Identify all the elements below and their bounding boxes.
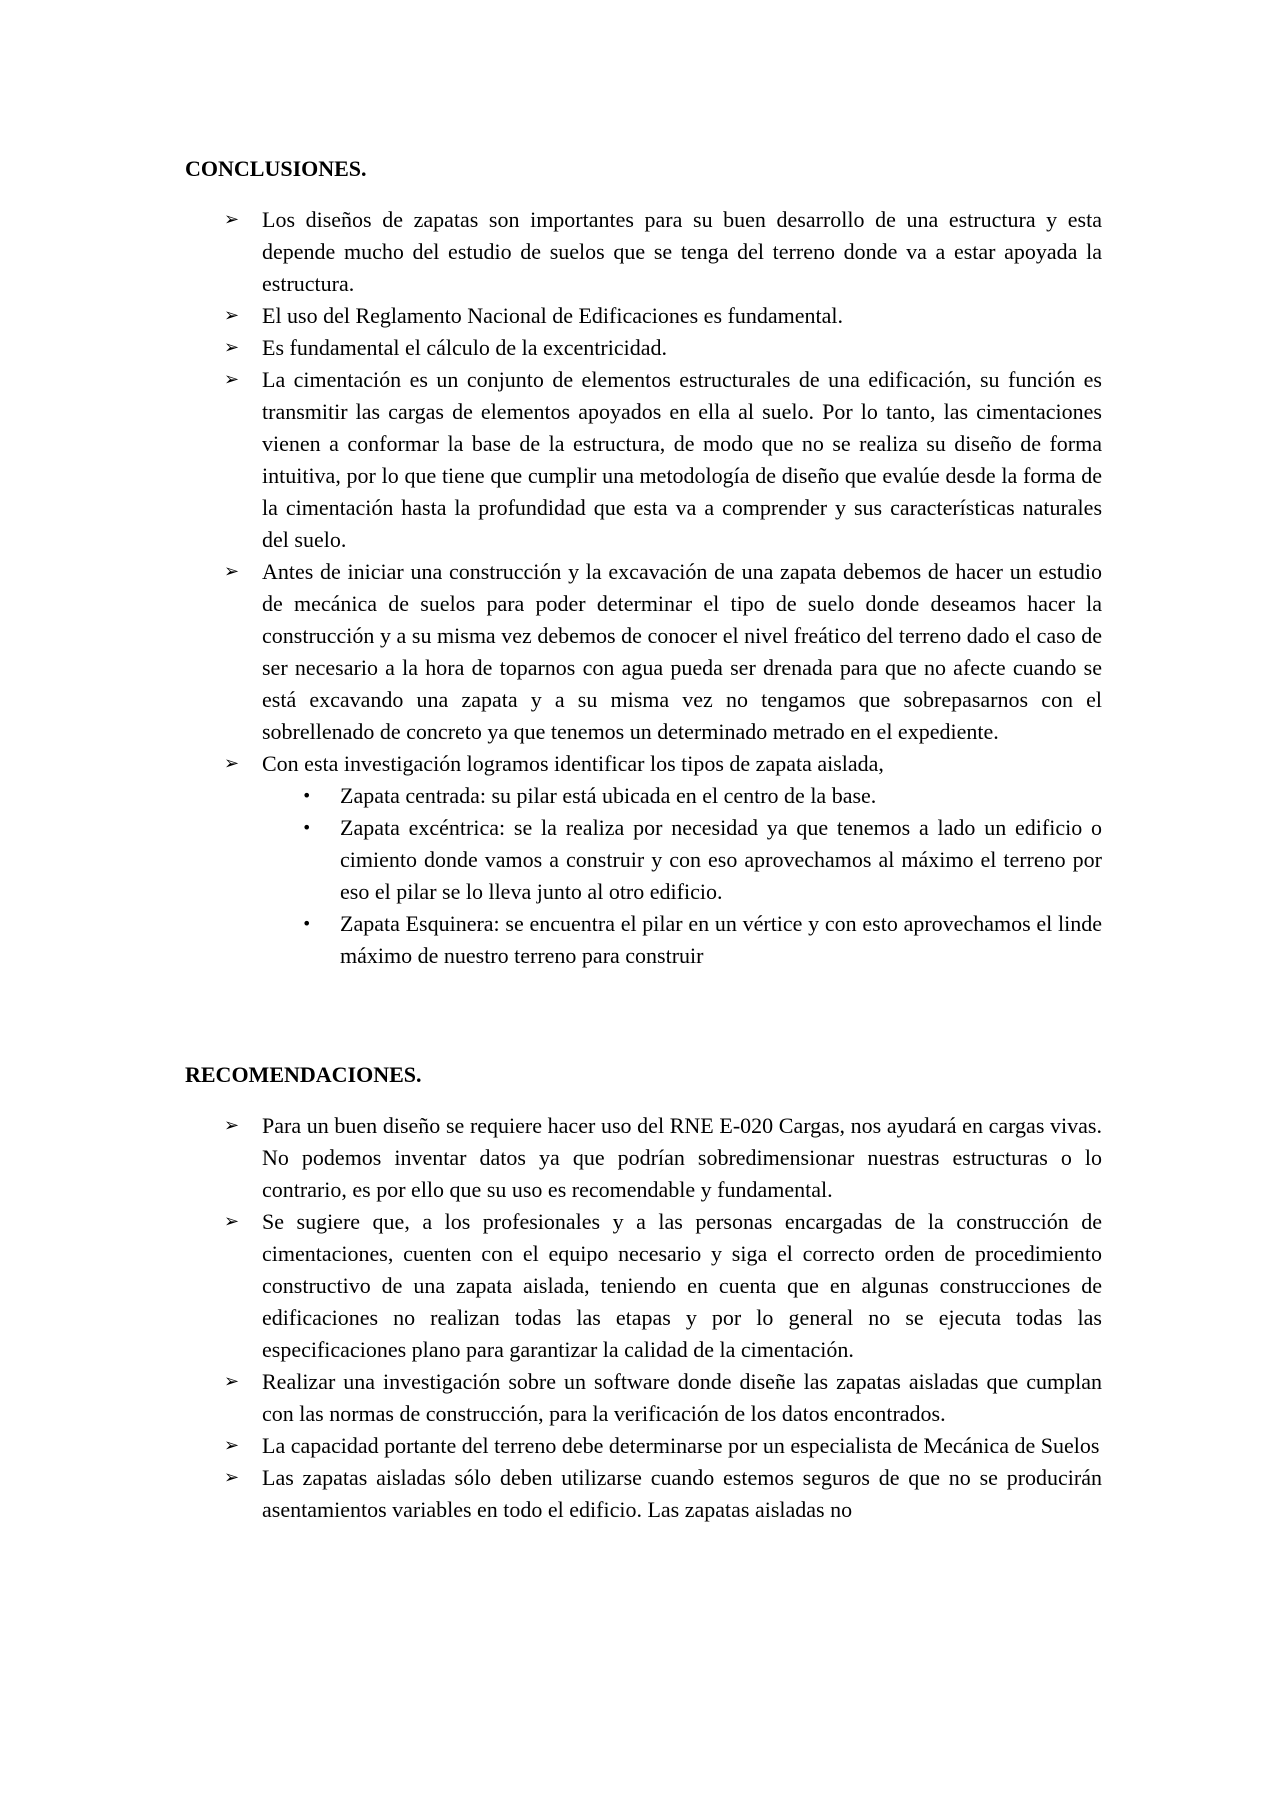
round-bullet-icon: •: [302, 914, 312, 933]
conclusion-item: [224, 332, 1102, 364]
recommendations-heading: RECOMENDACIONES.: [185, 1062, 422, 1087]
round-bullet-icon: •: [302, 786, 312, 805]
conclusions-heading: CONCLUSIONES.: [185, 156, 367, 181]
zapata-type-item: [302, 812, 1102, 908]
arrow-bullet-icon: ➢: [224, 305, 240, 326]
arrow-bullet-icon: ➢: [224, 209, 240, 230]
recommendations-list: [0, 1110, 1280, 1526]
zapata-type-text: Zapata excéntrica: se la realiza por necesidad ya que tenemos a lado un edificio o cimiento donde vamos a construir y con eso aprovechamos al máximo el terreno por eso el pilar se lo lleva junto al otro edificio.: [340, 815, 1102, 904]
conclusion-text: Es fundamental el cálculo de la excentricidad.: [262, 335, 667, 360]
conclusion-text: Antes de iniciar una construcción y la excavación de una zapata debemos de hacer un estudio de mecánica de suelos para poder determinar el tipo de suelo donde deseamos hacer la construcción y a su misma vez debemos de conocer el nivel freático del terreno dado el caso de ser necesario a la hora de toparnos con agua pueda ser drenada para que no afecte cuando se está excavando una zapata y a su misma vez no tengamos que sobrepasarnos con el sobrellenado de concreto ya que tenemos un determinado metrado en el expediente.: [262, 559, 1102, 744]
conclusion-text: Los diseños de zapatas son importantes para su buen desarrollo de una estructura y esta depende mucho del estudio de suelos que se tenga del terreno donde va a estar apoyada la estructura.: [262, 207, 1102, 296]
recommendation-item: [224, 1366, 1102, 1430]
conclusion-item: [224, 556, 1102, 748]
recommendation-item: [224, 1206, 1102, 1366]
round-bullet-icon: •: [302, 818, 312, 837]
recommendation-text: Las zapatas aisladas sólo deben utilizarse cuando estemos seguros de que no se producirán asentamientos variables en todo el edificio. Las zapatas aisladas no: [262, 1465, 1102, 1522]
arrow-bullet-icon: ➢: [224, 369, 240, 390]
arrow-bullet-icon: ➢: [224, 1211, 240, 1232]
arrow-bullet-icon: ➢: [224, 561, 240, 582]
zapata-type-item: [302, 908, 1102, 972]
conclusion-text: El uso del Reglamento Nacional de Edificaciones es fundamental.: [262, 303, 843, 328]
conclusion-item: [224, 204, 1102, 300]
recommendation-text: La capacidad portante del terreno debe determinarse por un especialista de Mecánica de Suelos: [262, 1433, 1100, 1458]
conclusion-item: [224, 300, 1102, 332]
recommendation-text: Realizar una investigación sobre un software donde diseñe las zapatas aisladas que cumplan con las normas de construcción, para la verificación de los datos encontrados.: [262, 1369, 1102, 1426]
arrow-bullet-icon: ➢: [224, 1371, 240, 1392]
arrow-bullet-icon: ➢: [224, 753, 240, 774]
recommendation-text: Para un buen diseño se requiere hacer uso del RNE E-020 Cargas, nos ayudará en cargas vivas. No podemos inventar datos ya que podrían sobredimensionar nuestras estructuras o lo contrario, es por ello que su uso es recomendable y fundamental.: [262, 1113, 1102, 1202]
conclusion-item: [224, 364, 1102, 556]
recommendation-item: [224, 1110, 1102, 1206]
zapata-types-list: [262, 780, 1102, 972]
recommendation-item: [224, 1430, 1102, 1462]
arrow-bullet-icon: ➢: [224, 1115, 240, 1136]
recommendation-item: [224, 1462, 1102, 1526]
zapata-type-text: Zapata Esquinera: se encuentra el pilar en un vértice y con esto aprovechamos el linde máximo de nuestro terreno para construir: [340, 911, 1102, 968]
conclusion-text: La cimentación es un conjunto de elementos estructurales de una edificación, su función es transmitir las cargas de elementos apoyados en ella al suelo. Por lo tanto, las cimentaciones vienen a conformar la base de la estructura, de modo que no se realiza su diseño de forma intuitiva, por lo que tiene que cumplir una metodología de diseño que evalúe desde la forma de la cimentación hasta la profundidad que esta va a comprender y sus características naturales del suelo.: [262, 367, 1102, 552]
conclusion-text: Con esta investigación logramos identificar los tipos de zapata aislada,: [262, 751, 884, 776]
zapata-type-item: [302, 780, 1102, 812]
conclusion-item: [224, 748, 1102, 972]
recommendation-text: Se sugiere que, a los profesionales y a las personas encargadas de la construcción de cimentaciones, cuenten con el equipo necesario y siga el correcto orden de procedimiento constructivo de una zapata aislada, teniendo en cuenta que en algunas construcciones de edificaciones no realizan todas las etapas y por lo general no se ejecuta todas las especificaciones plano para garantizar la calidad de la cimentación.: [262, 1209, 1102, 1362]
arrow-bullet-icon: ➢: [224, 1467, 240, 1488]
zapata-type-text: Zapata centrada: su pilar está ubicada en el centro de la base.: [340, 783, 877, 808]
conclusions-list: [0, 204, 1280, 972]
arrow-bullet-icon: ➢: [224, 337, 240, 358]
arrow-bullet-icon: ➢: [224, 1435, 240, 1456]
